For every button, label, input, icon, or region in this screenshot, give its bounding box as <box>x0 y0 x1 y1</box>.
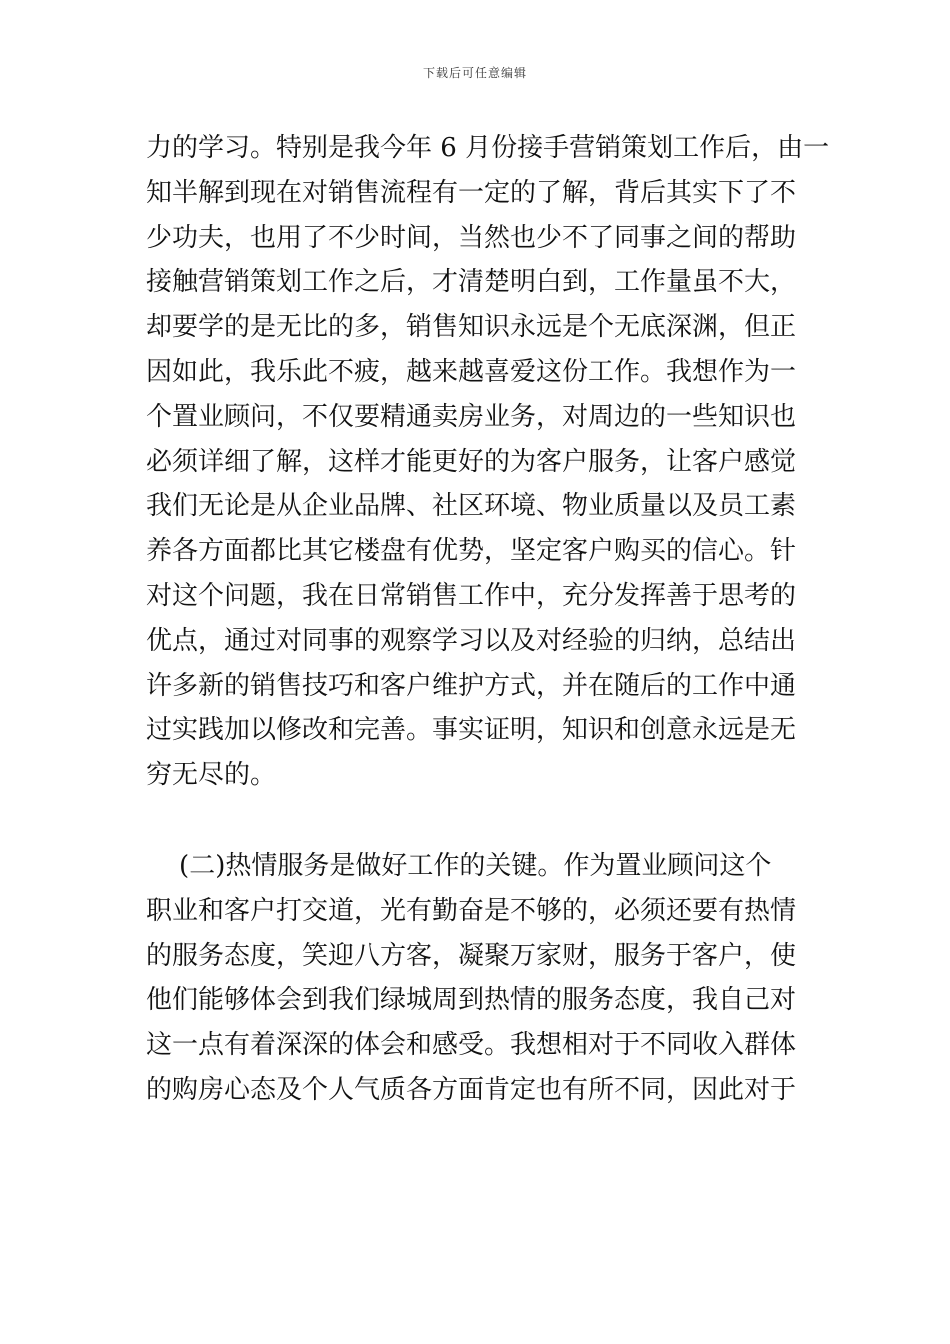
text-line: 过实践加以修改和完善。事实证明，知识和创意永远是无 <box>146 715 797 746</box>
text-line: 却要学的是无比的多，销售知识永远是个无底深渊，但正 <box>146 312 797 343</box>
page-header: 下载后可任意编辑 <box>422 66 527 80</box>
text-line: 养各方面都比其它楼盘有优势，坚定客户购买的信心。针 <box>146 536 797 567</box>
text-line: 个置业顾问，不仅要精通卖房业务，对周边的一些知识也 <box>146 401 797 432</box>
text-line: 因如此，我乐此不疲，越来越喜爱这份工作。我想作为一 <box>146 356 797 387</box>
text-line: 少功夫，也用了不少时间，当然也少不了同事之间的帮助 <box>146 222 797 253</box>
text-line: 接触营销策划工作之后，才清楚明白到，工作量虽不大， <box>146 267 797 298</box>
document-body <box>146 126 830 1113</box>
text-line: (二)热情服务是做好工作的关键。作为置业顾问这个 <box>146 850 772 881</box>
text-line: 许多新的销售技巧和客户维护方式，并在随后的工作中通 <box>146 670 797 701</box>
text-line: 知半解到现在对销售流程有一定的了解，背后其实下了不 <box>146 177 797 208</box>
text-line: 必须详细了解，这样才能更好的为客户服务，让客户感觉 <box>146 446 797 477</box>
paragraph-gap <box>146 798 806 844</box>
paragraph-2 <box>146 844 806 1113</box>
text-line: 力的学习。特别是我今年 6 月份接手营销策划工作后，由一 <box>146 133 830 163</box>
text-line: 他们能够体会到我们绿城周到热情的服务态度，我自己对 <box>146 985 797 1016</box>
text-line: 职业和客户打交道，光有勤奋是不够的，必须还要有热情 <box>146 895 797 926</box>
text-line: 的购房心态及个人气质各方面肯定也有所不同，因此对于 <box>146 1074 797 1105</box>
text-line: 这一点有着深深的体会和感受。我想相对于不同收入群体 <box>146 1030 797 1061</box>
text-line: 我们无论是从企业品牌、社区环境、物业质量以及员工素 <box>146 491 797 522</box>
paragraph-1 <box>146 126 830 798</box>
text-line: 优点，通过对同事的观察学习以及对经验的归纳，总结出 <box>146 625 797 656</box>
text-line: 的服务态度，笑迎八方客，凝聚万家财，服务于客户，使 <box>146 940 797 971</box>
text-line: 对这个问题，我在日常销售工作中，充分发挥善于思考的 <box>146 580 797 611</box>
text-line: 穷无尽的。 <box>146 760 277 791</box>
